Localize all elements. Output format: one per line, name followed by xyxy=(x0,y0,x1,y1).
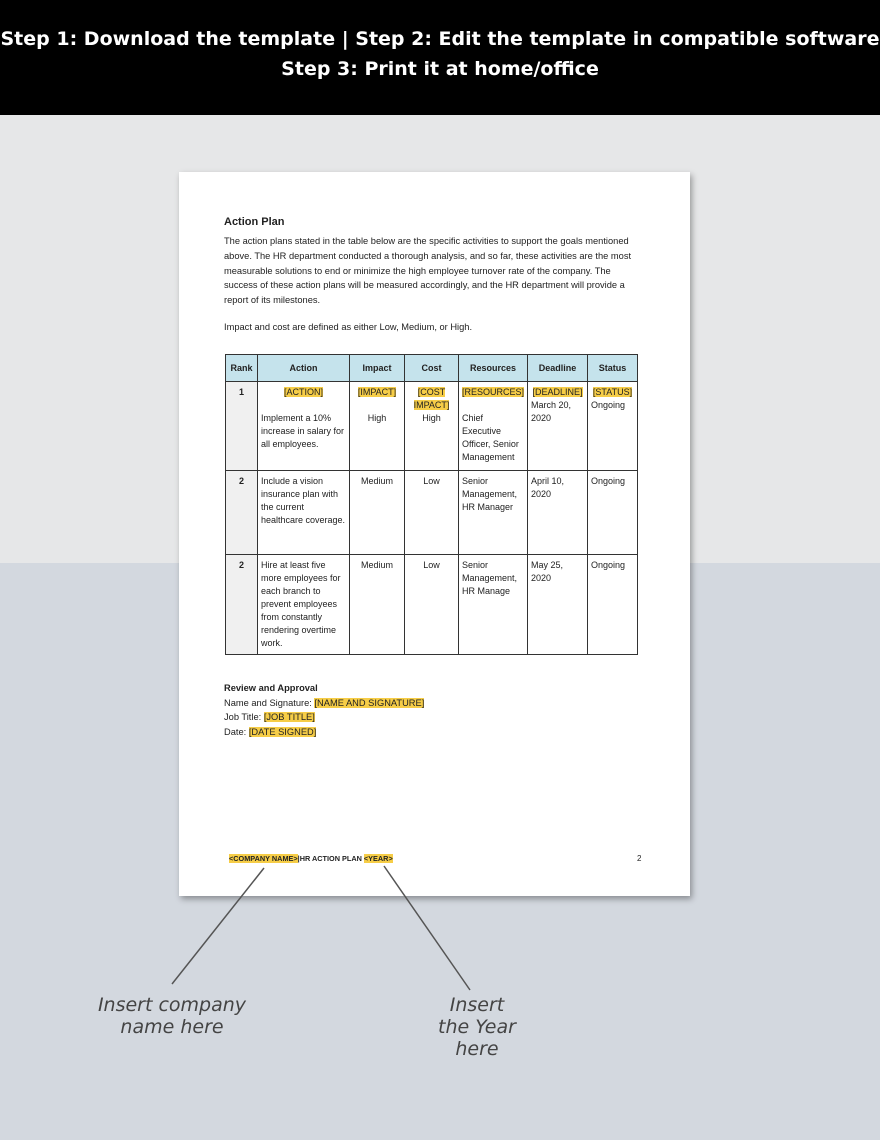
resources-cell: Senior Management, HR Manager xyxy=(459,471,528,555)
year-callout-line xyxy=(384,866,470,990)
company-callout-line-1: Insert company xyxy=(97,994,247,1016)
resources-cell: Senior Management, HR Manage xyxy=(459,555,528,655)
cost-cell: Low xyxy=(405,555,459,655)
status-cell: Ongoing xyxy=(588,471,638,555)
page-number: 2 xyxy=(637,854,642,863)
section-heading: Action Plan xyxy=(224,216,285,228)
name-label: Name and Signature: xyxy=(224,697,312,708)
deadline-cell: May 25, 2020 xyxy=(528,555,588,655)
header-rank: Rank xyxy=(226,355,258,382)
date-placeholder: [DATE SIGNED] xyxy=(248,727,317,738)
resources-placeholder: [RESOURCES] xyxy=(462,387,525,397)
year-callout-line-2: the Year xyxy=(438,1016,516,1038)
header-deadline: Deadline xyxy=(528,355,588,382)
action-placeholder: [ACTION] xyxy=(283,387,323,397)
company-callout-line xyxy=(172,868,264,984)
header-cost: Cost xyxy=(405,355,459,382)
status-cell: Ongoing xyxy=(588,555,638,655)
impact-cost-note: Impact and cost are defined as either Low, Medium, or High. xyxy=(224,322,473,332)
intro-paragraph: The action plans stated in the table below are the specific activities to support the goals mentioned above. The HR department conducted a thorough analysis, and so far, these activities are the most measurable solutions to end or minimize the high employee turnover rate of the company. The success of these action plans will be measured accordingly, and the HR department will provide a report of its milestones. xyxy=(224,236,632,306)
date-label: Date: xyxy=(224,727,247,738)
year-placeholder: <YEAR> xyxy=(363,854,393,863)
deadline-placeholder: [DEADLINE] xyxy=(532,387,583,397)
cost-cell: Low xyxy=(405,471,459,555)
job-placeholder: [JOB TITLE] xyxy=(263,712,315,723)
job-label: Job Title: xyxy=(224,712,262,723)
deadline-cell: April 10, 2020 xyxy=(528,471,588,555)
review-heading: Review and Approval xyxy=(224,683,318,693)
cost-text: High xyxy=(422,413,441,423)
status-text: Ongoing xyxy=(591,400,626,410)
cost-placeholder-line-1: [COST xyxy=(417,387,446,397)
status-placeholder: [STATUS] xyxy=(592,387,633,397)
year-callout-line-1: Insert xyxy=(449,994,505,1016)
action-text: Implement a 10% increase in salary for all employees. xyxy=(261,413,345,449)
rank-cell: 2 xyxy=(226,471,258,555)
company-name-placeholder: <COMPANY NAME> xyxy=(229,854,298,863)
year-callout-line-3: here xyxy=(455,1038,499,1060)
company-callout-caption xyxy=(80,994,264,1038)
action-cell: Hire at least five more employees for each branch to prevent employees from constantly rendering overtime work. xyxy=(258,555,350,655)
impact-cell: Medium xyxy=(350,471,405,555)
impact-cell: Medium xyxy=(350,555,405,655)
name-placeholder: [NAME AND SIGNATURE] xyxy=(314,697,425,708)
year-callout-caption xyxy=(420,994,534,1060)
footer-title: |HR ACTION PLAN xyxy=(297,854,364,863)
banner-line-1: Step 1: Download the template | Step 2: Edit the template in compatible software xyxy=(0,28,880,50)
header-action: Action xyxy=(258,355,350,382)
cost-placeholder-line-2: IMPACT] xyxy=(413,400,450,410)
header-impact: Impact xyxy=(350,355,405,382)
rank-cell: 2 xyxy=(226,555,258,655)
rank-cell: 1 xyxy=(226,382,258,471)
banner-line-2: Step 3: Print it at home/office xyxy=(281,58,599,80)
impact-text: High xyxy=(367,413,387,423)
header-status: Status xyxy=(588,355,638,382)
resources-text: Chief Executive Officer, Senior Management xyxy=(462,413,519,462)
header-resources: Resources xyxy=(459,355,528,382)
company-callout-line-2: name here xyxy=(120,1016,224,1038)
action-cell: Include a vision insurance plan with the current healthcare coverage. xyxy=(258,471,350,555)
impact-placeholder: [IMPACT] xyxy=(357,387,397,397)
deadline-text: March 20, 2020 xyxy=(531,400,572,423)
